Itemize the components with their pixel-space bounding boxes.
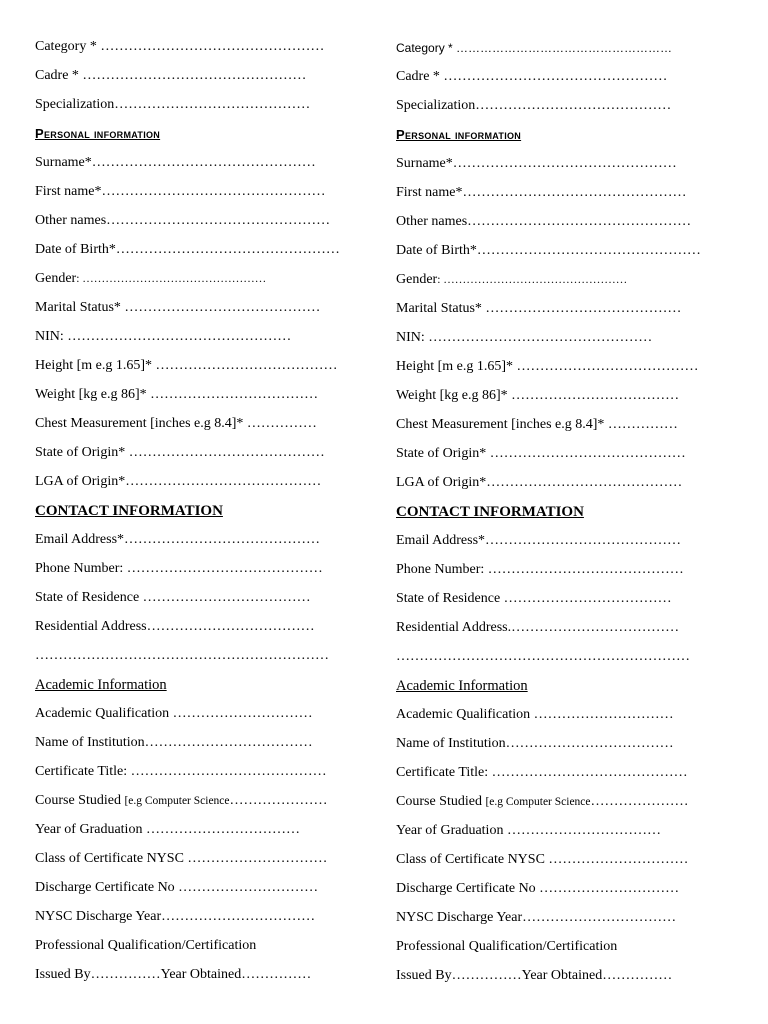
professional-qualification-label: Professional Qualification/Certification [396,939,618,954]
course-studied-dots: ………………… [590,794,689,809]
gender-label: Gender [396,272,438,287]
professional-qualification-label: Professional Qualification/Certification [35,938,257,953]
state-of-origin-field: State of Origin* …………………………………… [396,446,686,461]
gender-field [396,270,756,299]
email-address-field: Email Address*…………………………………… [396,533,682,548]
gender-field [35,269,395,298]
nysc-discharge-year-field: NYSC Discharge Year…………………………… [396,910,677,925]
surname-field: Surname*………………………………………… [396,156,677,171]
year-of-graduation-field: Year of Graduation …………………………… [35,822,300,837]
state-of-origin-field: State of Origin* …………………………………… [35,445,325,460]
weight-field: Weight [kg e.g 86]* ……………………………… [396,388,680,403]
contact-information-heading: CONTACT INFORMATION [35,503,223,519]
personal-information-heading: Personal information [35,126,161,141]
chest-measurement-field: Chest Measurement [inches e.g 8.4]* …………… [396,417,678,432]
academic-qualification-field: Academic Qualification ………………………… [396,707,674,722]
course-studied-field [35,791,395,820]
discharge-certificate-no-field: Discharge Certificate No ………………………… [35,880,319,895]
address-continuation-line: ……………………………………………………… [35,648,329,663]
form-column-right [396,38,756,995]
discharge-certificate-no-field: Discharge Certificate No ………………………… [396,881,680,896]
specialization-field: Specialization…………………………………… [396,98,672,113]
chest-measurement-field: Chest Measurement [inches e.g 8.4]* …………… [35,416,317,431]
class-of-certificate-field: Class of Certificate NYSC ………………………… [396,852,689,867]
name-of-institution-field: Name of Institution……………………………… [35,735,313,750]
academic-information-heading: Academic Information [35,677,167,693]
category-field: Category * ………………………………………… [35,39,325,54]
personal-information-heading: Personal information [396,127,522,142]
name-of-institution-field: Name of Institution……………………………… [396,736,674,751]
academic-qualification-field: Academic Qualification ………………………… [35,706,313,721]
first-name-field: First name*………………………………………… [35,184,326,199]
residential-address-field: Residential Address……………………………… [35,619,315,634]
course-studied-label: Course Studied [35,793,125,808]
address-continuation-line: ……………………………………………………… [396,649,690,664]
state-of-residence-field: State of Residence ……………………………… [35,590,311,605]
first-name-field: First name*………………………………………… [396,185,687,200]
height-field: Height [m e.g 1.65]* ………………………………… [35,358,338,373]
cadre-field: Cadre * ………………………………………… [396,69,668,84]
other-names-field: Other names………………………………………… [396,214,692,229]
gender-label: Gender [35,271,77,286]
category-field: Category * ……………………………………………… [396,41,673,55]
phone-number-field: Phone Number: …………………………………… [396,562,684,577]
email-address-field: Email Address*…………………………………… [35,532,321,547]
specialization-field: Specialization…………………………………… [35,97,311,112]
state-of-residence-field: State of Residence ……………………………… [396,591,672,606]
certificate-title-field: Certificate Title: …………………………………… [396,765,688,780]
form-column-left [35,37,395,994]
weight-field: Weight [kg e.g 86]* ……………………………… [35,387,319,402]
lga-of-origin-field: LGA of Origin*…………………………………… [396,475,683,490]
residential-address-field: Residential Address.……………………………… [396,620,680,635]
nin-field: NIN: ………………………………………… [396,330,653,345]
other-names-field: Other names………………………………………… [35,213,331,228]
issued-by-year-obtained-field: Issued By……………Year Obtained…………… [35,967,312,982]
cadre-field: Cadre * ………………………………………… [35,68,307,83]
marital-status-field: Marital Status* …………………………………… [35,300,321,315]
academic-information-heading: Academic Information [396,678,528,694]
date-of-birth-field: Date of Birth*………………………………………… [35,242,340,257]
nysc-discharge-year-field: NYSC Discharge Year…………………………… [35,909,316,924]
class-of-certificate-field: Class of Certificate NYSC ………………………… [35,851,328,866]
course-studied-dots: ………………… [229,793,328,808]
course-studied-hint: [e.g Computer Science [124,795,230,807]
date-of-birth-field: Date of Birth*………………………………………… [396,243,701,258]
gender-dots: : ………………………………………… [437,274,628,286]
course-studied-label: Course Studied [396,794,486,809]
course-studied-hint: [e.g Computer Science [485,796,591,808]
lga-of-origin-field: LGA of Origin*…………………………………… [35,474,322,489]
issued-by-year-obtained-field: Issued By……………Year Obtained…………… [396,968,673,983]
nin-field: NIN: ………………………………………… [35,329,292,344]
certificate-title-field: Certificate Title: …………………………………… [35,764,327,779]
marital-status-field: Marital Status* …………………………………… [396,301,682,316]
course-studied-field [396,792,756,821]
phone-number-field: Phone Number: …………………………………… [35,561,323,576]
surname-field: Surname*………………………………………… [35,155,316,170]
gender-dots: : ………………………………………… [76,273,267,285]
year-of-graduation-field: Year of Graduation …………………………… [396,823,661,838]
contact-information-heading: CONTACT INFORMATION [396,504,584,520]
height-field: Height [m e.g 1.65]* ………………………………… [396,359,699,374]
